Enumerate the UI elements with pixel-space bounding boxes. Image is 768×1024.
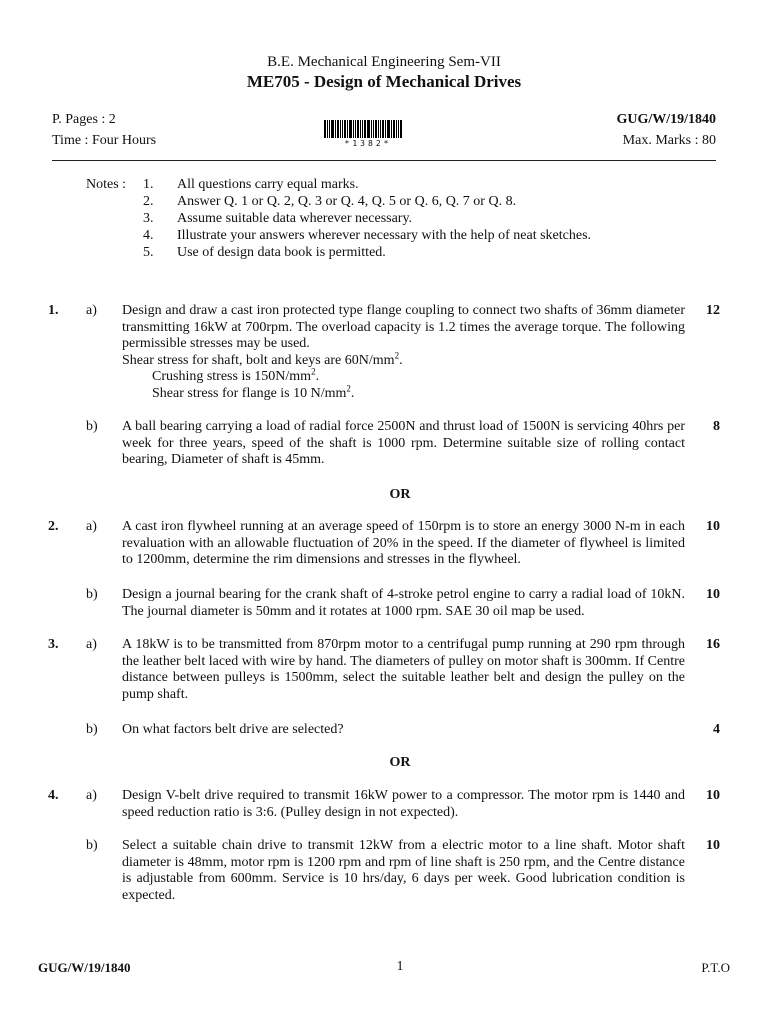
course-title: B.E. Mechanical Engineering Sem-VII	[267, 54, 501, 70]
barcode-text: *1382*	[344, 139, 392, 148]
question-part: b)	[86, 722, 98, 737]
question-text: Design a journal bearing for the crank shaft of 4-stroke petrol engine to carry a radial load of 10kN. The journal diameter is 50mm and it rotates at 1000 rpm. SAE 30 oil map be used.	[122, 587, 685, 619]
question-part: b)	[86, 419, 98, 434]
notes-label: Notes :	[86, 177, 127, 192]
note-item: 4. Illustrate your answers wherever necessary with the help of neat sketches.	[143, 228, 592, 243]
question-marks: 4	[713, 722, 720, 737]
question-text: A ball bearing carrying a load of radial force 2500N and thrust load of 1500N is servicing 40hrs per week for three years, speed of the shaft is 1000 rpm. Determine suitable size of rolling contact bearing, Diameter of shaft is 45mm.	[122, 419, 685, 467]
pto-label: P.T.O	[701, 960, 730, 975]
note-item: 1. All questions carry equal marks.	[143, 177, 359, 192]
question-part: a)	[86, 303, 97, 318]
time-allowed: Time : Four Hours	[52, 133, 157, 148]
barcode-bars	[324, 120, 412, 138]
note-item: 2. Answer Q. 1 or Q. 2, Q. 3 or Q. 4, Q. 5 or Q. 6, Q. 7 or Q. 8.	[143, 194, 517, 209]
question-number: 3.	[48, 637, 59, 652]
or-separator: OR	[389, 755, 411, 770]
barcode	[324, 120, 412, 148]
question-marks: 10	[706, 587, 720, 602]
max-marks: Max. Marks : 80	[622, 133, 716, 148]
footer-paper-code: GUG/W/19/1840	[38, 960, 131, 975]
question-marks: 12	[706, 303, 720, 318]
question-text: A 18kW is to be transmitted from 870rpm motor to a centrifugal pump running at 290 rpm through the leather belt laced with wire by hand. The diameters of pulley on motor shaft is 300mm. If Centre distance between pulleys is 1500mm, select the suitable leather belt and design the pulley on the pump shaft.	[122, 637, 685, 702]
question-number: 2.	[48, 519, 59, 534]
question-text: Design and draw a cast iron protected type flange coupling to connect two shafts of 36mm diameter transmitting 16kW at 700rpm. The overload capacity is 1.2 times the average torque. The following permissible stresses may be used. Shear stress for shaft, bolt and keys are $60N/mm^2$. Crushing stress is $150N/mm^2$. Shear stress for flange is 10 $N/mm^2$.	[122, 303, 685, 401]
question-part: b)	[86, 838, 98, 853]
question-text: Select a suitable chain drive to transmit 12kW from a electric motor to a line shaft. Motor shaft diameter is 48mm, motor rpm is 1200 rpm and rpm of line shaft is 250 rpm, and the Centre distance is adjustable from 600mm. Service is 10 hrs/day, 6 days per week. Good lubrication condition is expected.	[122, 838, 685, 903]
question-marks: 10	[706, 788, 720, 803]
paper-code: GUG/W/19/1840	[616, 112, 716, 127]
question-marks: 8	[713, 419, 720, 434]
page-count: P. Pages : 2	[52, 112, 116, 127]
question-text: On what factors belt drive are selected?	[122, 722, 344, 737]
question-number: 1.	[48, 303, 59, 318]
question-text: A cast iron flywheel running at an average speed of 150rpm is to store an energy 3000 N-m in each revaluation with an allowable fluctuation of 20% in the speed. If the diameter of flywheel is limited to 1200mm, determine the rim dimensions and stresses in the flywheel.	[122, 519, 685, 567]
question-number: 4.	[48, 788, 59, 803]
question-part: a)	[86, 637, 97, 652]
question-text: Design V-belt drive required to transmit 16kW power to a compressor. The motor rpm is 1440 and speed reduction ratio is 3:6. (Pulley design in not expected).	[122, 788, 685, 820]
question-part: b)	[86, 587, 98, 602]
question-part: a)	[86, 519, 97, 534]
or-separator: OR	[389, 487, 411, 502]
subject-title: ME705 - Design of Mechanical Drives	[246, 72, 522, 91]
question-marks: 10	[706, 519, 720, 534]
question-marks: 10	[706, 838, 720, 853]
page-number: 1	[396, 959, 404, 974]
header-divider	[52, 160, 716, 161]
question-marks: 16	[706, 637, 720, 652]
note-item: 5. Use of design data book is permitted.	[143, 245, 386, 260]
note-item: 3. Assume suitable data wherever necessary.	[143, 211, 413, 226]
question-part: a)	[86, 788, 97, 803]
